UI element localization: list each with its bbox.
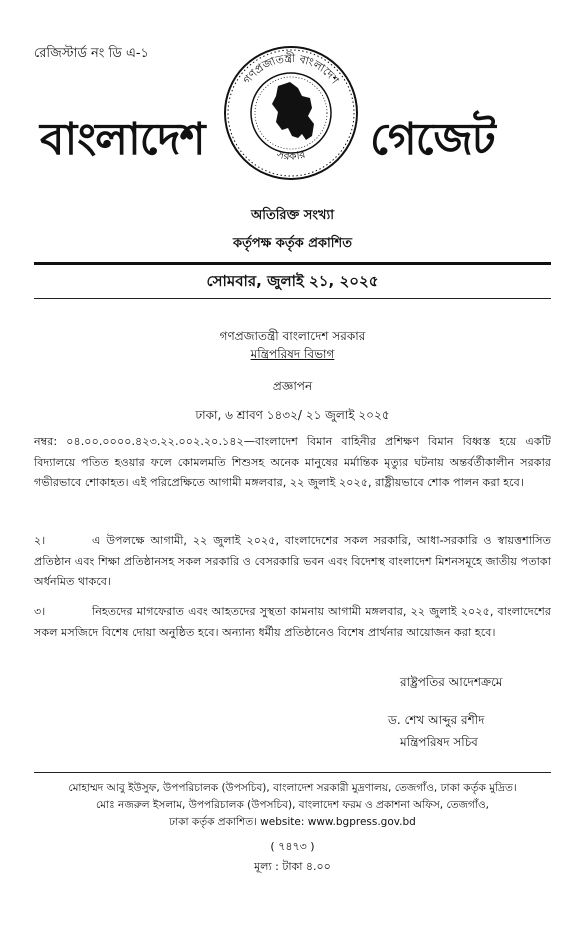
registration-number: রেজিস্টার্ড নং ডি এ-১: [34, 46, 149, 61]
paragraph-3: [34, 602, 551, 643]
published-place-website: ঢাকা কর্তৃক প্রকাশিত। website: www.bgpress.gov.bd: [169, 816, 416, 828]
paragraph-2: [34, 531, 551, 593]
government-name: গণপ্রজাতন্ত্রী বাংলাদেশ সরকার: [219, 329, 366, 343]
published-by-authority: কর্তৃপক্ষ কর্তৃক প্রকাশিত: [233, 236, 352, 251]
notification-type: প্রজ্ঞাপন: [272, 379, 313, 393]
paragraph-3-text: নিহতদের মাগফেরাত এবং আহতদের সুস্থতা কামনায় আগামী মঙ্গলবার, ২২ জুলাই ২০২৫, বাংলাদেশের সকল মসজিদে বিশেষ দোয়া অনুষ্ঠিত হবে। অন্যান্য ধর্মীয় প্রতিষ্ঠানেও বিশেষ প্রার্থনার আয়োজন করা হবে।: [34, 605, 551, 639]
gazette-title-left: বাংলাদেশ: [40, 114, 205, 165]
paragraph-1: নম্বর: ০৪.০০.০০০০.৪২৩.২২.০০২.২০.১৪২—বাংলাদেশ বিমান বাহিনীর প্রশিক্ষণ বিমান বিধ্বস্ত হয়ে একটি বিদ্যালয়ে পতিত হওয়ার ফলে কোমলমতি শিশুসহ অনেক মানুষের মর্মান্তিক মৃত্যুর ঘটনায় অন্তর্বর্তীকালীন সরকার গভীরভাবে শোকাহত। এই পরিপ্রেক্ষিতে আগামী মঙ্গলবার, ২২ জুলাই ২০২৫, রাষ্ট্রীয়ভাবে শোক পালন করা হবে।: [34, 435, 551, 489]
gazette-code: ( ৭৪৭৩ ): [270, 840, 315, 853]
signer-title: মন্ত্রিপরিষদ সচিব: [400, 735, 478, 749]
extra-issue-label: অতিরিক্ত সংখ্যা: [250, 208, 335, 223]
paragraph-2-text: এ উপলক্ষে আগামী, ২২ জুলাই ২০২৫, বাংলাদেশের সকল সরকারি, আধা-সরকারি ও স্বায়ত্তশাসিত প্রতিষ্ঠান এবং শিক্ষা প্রতিষ্ঠানসহ সকল সরকারি ও বেসরকারি ভবন এবং বিদেশস্থ বাংলাদেশ মিশনসমূহে জাতীয় পতাকা অর্ধনমিত থাকবে।: [34, 534, 551, 588]
printed-by-line: মোহাম্মদ আবু ইউসুফ, উপপরিচালক (উপসচিব), বাংলাদেশ সরকারী মুদ্রণালয়, তেজগাঁও, ঢাকা কর্তৃক মুদ্রিত।: [68, 782, 517, 794]
header-divider-top: [34, 262, 551, 265]
place-date: ঢাকা, ৬ শ্রাবণ ১৪৩২/ ২১ জুলাই ২০২৫: [195, 408, 390, 422]
published-by-line: মোঃ নজরুল ইসলাম, উপপরিচালক (উপসচিব), বাংলাদেশ ফরম ও প্রকাশনা অফিস, তেজগাঁও,: [95, 799, 490, 811]
printer-info: [30, 780, 555, 831]
price: মূল্য : টাকা ৪.০০: [254, 860, 331, 873]
seal-bottom-text: সরকার: [275, 147, 307, 163]
paragraph-2-number: ২।: [34, 534, 46, 547]
paragraph-3-number: ৩।: [34, 605, 46, 618]
svg-text:সরকার: [274, 147, 307, 163]
gazette-title-right: গেজেট: [370, 114, 495, 165]
ministry-name: মন্ত্রিপরিষদ বিভাগ: [250, 347, 335, 361]
government-seal-icon: [218, 40, 364, 186]
issue-date: সোমবার, জুলাই ২১, ২০২৫: [206, 272, 379, 290]
signer-name: ড. শেখ আব্দুর রশীদ: [388, 713, 485, 727]
by-order-line: রাষ্ট্রপতির আদেশক্রমে: [400, 675, 503, 689]
header-divider-bottom: [34, 298, 551, 299]
seal-top-text: গণপ্রজাতন্ত্রী বাংলাদেশ: [240, 51, 342, 87]
footer-divider: [34, 772, 551, 773]
